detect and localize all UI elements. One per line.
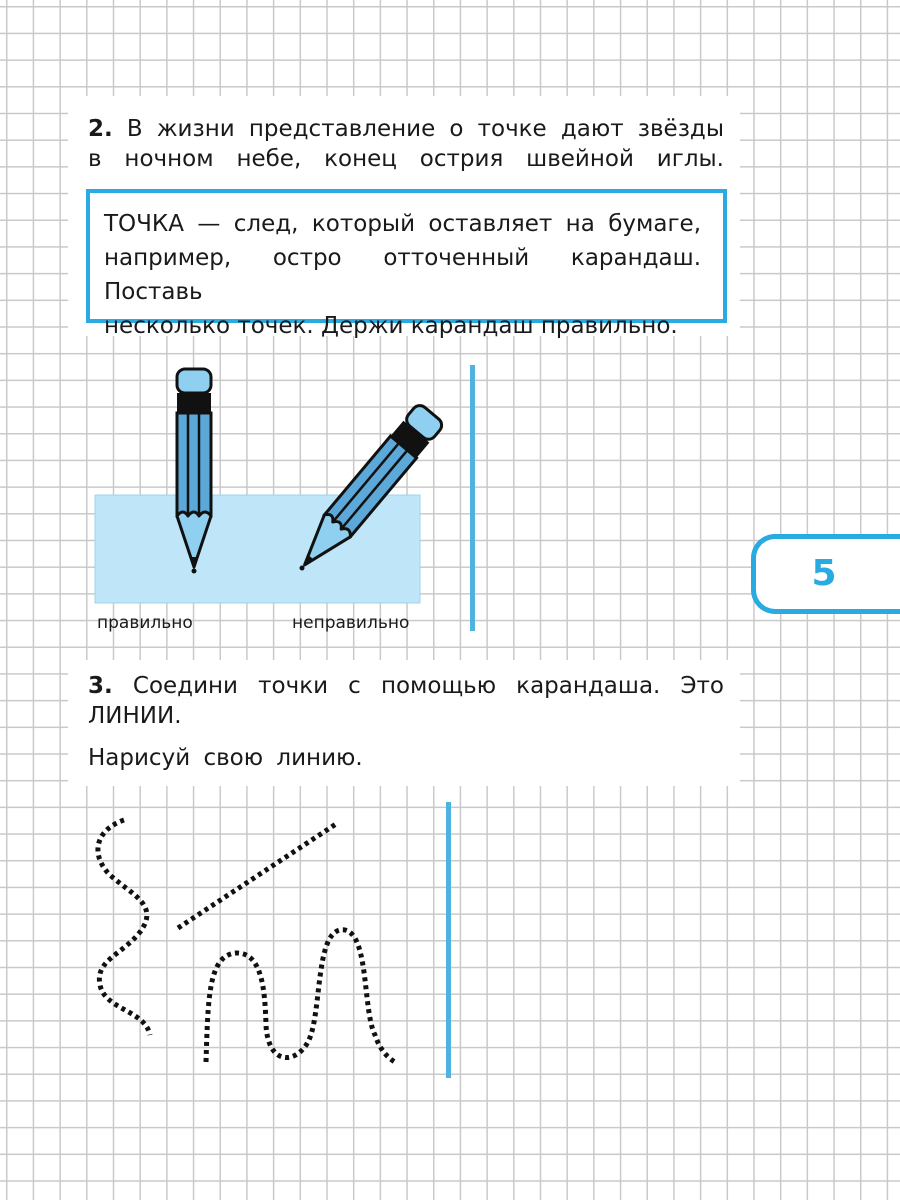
page-number-tab	[751, 534, 900, 614]
page-number: 5	[811, 553, 837, 594]
caption-incorrect: неправильно	[292, 613, 410, 633]
dotted-arch-line	[206, 930, 395, 1062]
margin-line-bottom	[446, 802, 451, 1078]
task3-line-2: ЛИНИИ.	[88, 703, 182, 729]
definition-line-2: например, остро отточенный карандаш. Поставь	[104, 245, 701, 305]
task2-number: 2.	[88, 116, 113, 142]
task3-line-1: 3. Соедини точки с помощью карандаша. Это	[88, 673, 725, 699]
task3-line-3: Нарисуй свою линию.	[88, 745, 363, 771]
definition-line-1: ТОЧКА — след, который оставляет на бумаге,	[104, 211, 701, 237]
dotted-straight-line	[178, 824, 336, 928]
task2-line-2: в ночном небе, конец острия швейной иглы.	[88, 146, 724, 172]
dotted-wavy-line	[98, 820, 150, 1035]
definition-line-3: несколько точек. Держи карандаш правильно.	[104, 313, 678, 339]
task3-number: 3.	[88, 673, 113, 699]
task2-line-1: 2. В жизни представление о точке дают звёзды	[88, 116, 724, 142]
caption-correct: правильно	[97, 613, 193, 633]
